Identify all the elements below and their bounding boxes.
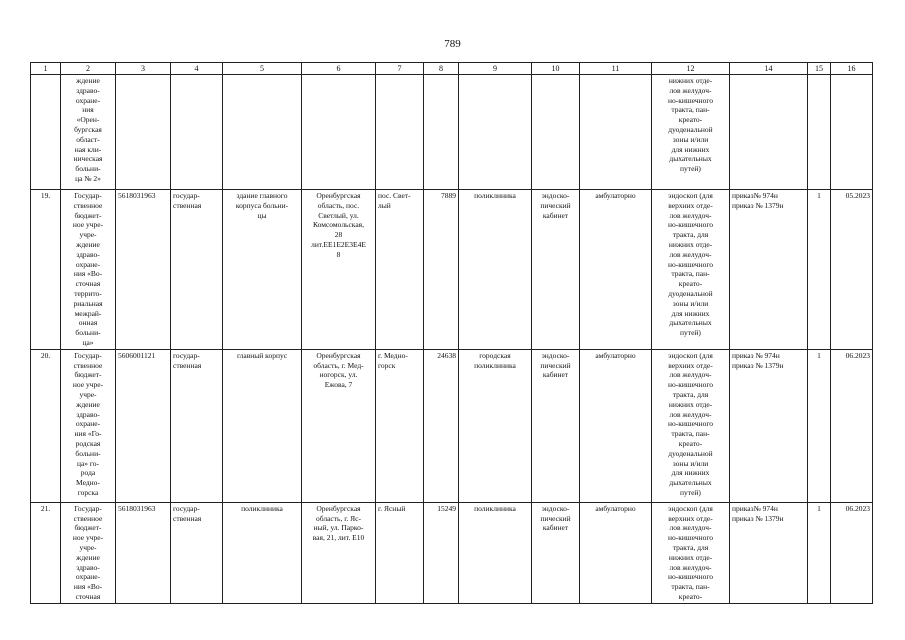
column-header: 6 xyxy=(302,63,376,75)
column-header: 2 xyxy=(61,63,116,75)
column-header: 5 xyxy=(223,63,302,75)
cell-ownership: государ- ственная xyxy=(171,349,223,502)
column-header: 3 xyxy=(116,63,171,75)
registry-table xyxy=(30,62,873,604)
cell-empty xyxy=(376,75,424,190)
cell-number: 21. xyxy=(31,502,61,603)
cell-inn: 5618031963 xyxy=(116,190,171,350)
cell-care-mode: амбулаторно xyxy=(580,190,652,350)
cell-equipment: эндоскоп (для верхних отде- лов желудоч- но-кишечного тракта, для нижних отде- лов желудоч- но-кишечного тракта, пан- креато- дуоденальной зоны и/или для нижних дыхательных путей) xyxy=(652,349,730,502)
cell-empty xyxy=(302,75,376,190)
column-header: 4 xyxy=(171,63,223,75)
cell-empty xyxy=(31,75,61,190)
cell-equipment: эндоскоп (для верхних отде- лов желудоч- но-кишечного тракта, для нижних отде- лов желудоч- но-кишечного тракта, пан- креато- дуоденальной зоны и/или для нижних дыхательных путей) xyxy=(652,190,730,350)
cell-building: здание главного корпуса больни- цы xyxy=(223,190,302,350)
cell-date: 06.2023 xyxy=(831,349,873,502)
cell-name: Государ- ственное бюджет- ное учре- учре- ждение здраво- охране- ния «Го- родская больни- ца» го- рода Медно- горска xyxy=(61,349,116,502)
cell-locality: г. Ясный xyxy=(376,502,424,603)
cell-quantity: 1 xyxy=(808,349,831,502)
column-header: 16 xyxy=(831,63,873,75)
cell-orders: приказ № 974н приказ № 1379н xyxy=(730,349,808,502)
cell-population: 15249 xyxy=(424,502,459,603)
column-header: 14 xyxy=(730,63,808,75)
cell-empty xyxy=(424,75,459,190)
cell-unit: эндоско- пический кабинет xyxy=(532,190,580,350)
cell-empty xyxy=(730,75,808,190)
cell-facility: поликлиника xyxy=(459,190,532,350)
cell-orders: приказ№ 974н приказ № 1379н xyxy=(730,190,808,350)
cell-inn: 5618031963 xyxy=(116,502,171,603)
cell-date: 05.2023 xyxy=(831,190,873,350)
cell-date: 06.2023 xyxy=(831,502,873,603)
cell-population: 7889 xyxy=(424,190,459,350)
cell-care-mode: амбулаторно xyxy=(580,349,652,502)
column-header: 8 xyxy=(424,63,459,75)
cell-ownership: государ- ственная xyxy=(171,190,223,350)
cell-address: Оренбургская область, г. Мед- ногорск, ул. Ежова, 7 xyxy=(302,349,376,502)
cell-name: Государ- ственное бюджет- ное учре- учре- ждение здраво- охране- ния «Во- сточная террито- риальная межрай- онная больни- ца» xyxy=(61,190,116,350)
cell-address: Оренбургская область, г. Яс- ный, ул. Парко- вая, 21, лит. Е10 xyxy=(302,502,376,603)
cell-name: Государ- ственное бюджет- ное учре- учре- ждение здраво- охране- ния «Во- сточная xyxy=(61,502,116,603)
column-header: 1 xyxy=(31,63,61,75)
cell-equipment: эндоскоп (для верхних отде- лов желудоч- но-кишечного тракта, для нижних отде- лов желудоч- но-кишечного тракта, пан- креато- xyxy=(652,502,730,603)
table-row-continuation xyxy=(31,75,873,190)
cell-address: Оренбургская область, пос. Светлый, ул. Комсомольская, 28 лит.ЕЕ1Е2Е3Е4Е 8 xyxy=(302,190,376,350)
cell-facility: городская поликлиника xyxy=(459,349,532,502)
column-header: 12 xyxy=(652,63,730,75)
column-header: 7 xyxy=(376,63,424,75)
cell-empty xyxy=(116,75,171,190)
cell-building: главный корпус xyxy=(223,349,302,502)
column-header: 10 xyxy=(532,63,580,75)
cell-orders: приказ№ 974н приказ № 1379н xyxy=(730,502,808,603)
cell-empty xyxy=(223,75,302,190)
cell-quantity: 1 xyxy=(808,502,831,603)
table-row xyxy=(31,502,873,603)
cell-number: 20. xyxy=(31,349,61,502)
cell-facility: поликлиника xyxy=(459,502,532,603)
header-row xyxy=(31,63,873,75)
cell-empty xyxy=(459,75,532,190)
cell-empty xyxy=(808,75,831,190)
column-header: 15 xyxy=(808,63,831,75)
cell-care-mode: амбулаторно xyxy=(580,502,652,603)
cell-building: поликлиника xyxy=(223,502,302,603)
cell-empty xyxy=(580,75,652,190)
cell-locality: пос. Свет- лый xyxy=(376,190,424,350)
cell-locality: г. Медно- горск xyxy=(376,349,424,502)
cell-empty xyxy=(831,75,873,190)
cell-empty xyxy=(171,75,223,190)
cell-unit: эндоско- пический кабинет xyxy=(532,349,580,502)
table-row xyxy=(31,190,873,350)
cell-number: 19. xyxy=(31,190,61,350)
column-header: 11 xyxy=(580,63,652,75)
cell-inn: 5606001121 xyxy=(116,349,171,502)
page-number: 789 xyxy=(444,38,461,50)
cell-unit: эндоско- пический кабинет xyxy=(532,502,580,603)
cell-equipment: нижних отде- лов желудоч- но-кишечного тракта, пан- креато- дуоденальной зоны и/или для нижних дыхательных путей) xyxy=(652,75,730,190)
column-header: 9 xyxy=(459,63,532,75)
cell-quantity: 1 xyxy=(808,190,831,350)
cell-ownership: государ- ственная xyxy=(171,502,223,603)
cell-population: 24638 xyxy=(424,349,459,502)
cell-name: ждение здраво- охране- ния «Орен- бургская област- ная кли- ническая больни- ца № 2» xyxy=(61,75,116,190)
table-row xyxy=(31,349,873,502)
cell-empty xyxy=(532,75,580,190)
